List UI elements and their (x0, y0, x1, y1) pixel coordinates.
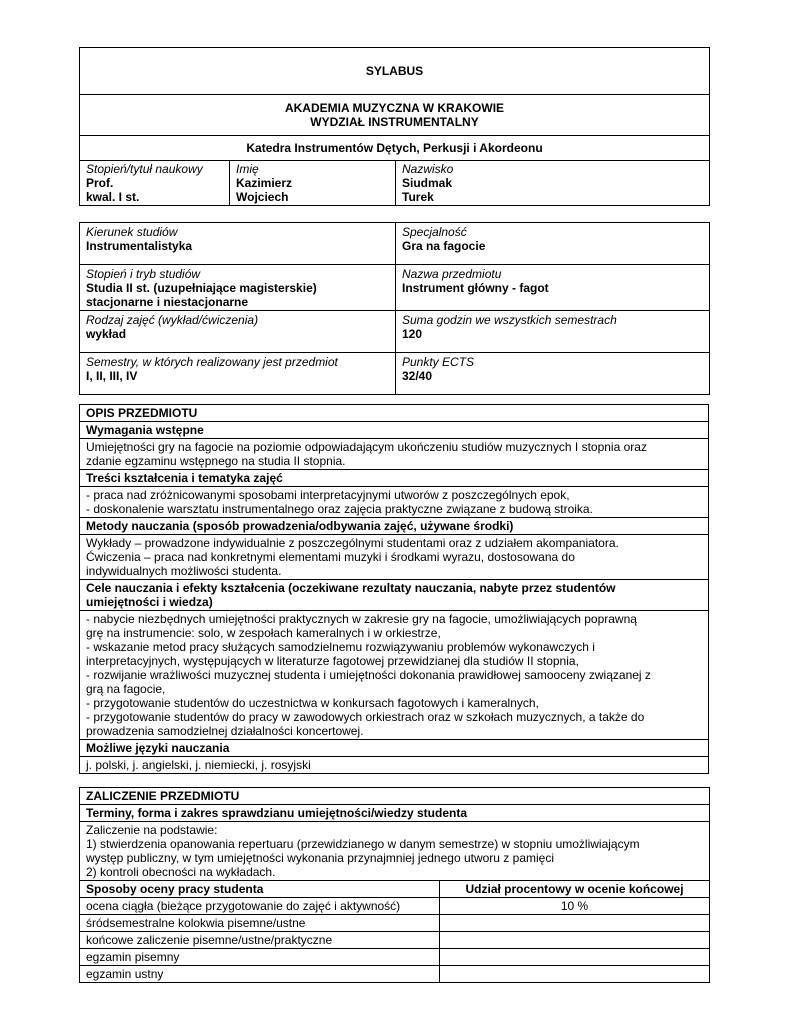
subject-label: Nazwa przedmiotu (402, 267, 502, 281)
ects-value: 32/40 (402, 369, 433, 383)
goals-line: grą na fagocie, (86, 682, 166, 696)
subject-cell (396, 265, 710, 311)
study-level-cell (80, 265, 396, 311)
description-heading: OPIS PRZEDMIOTU (80, 405, 709, 422)
syllabus-title: SYLABUS (80, 48, 710, 95)
assessment-percent (440, 949, 710, 966)
methods-line: Ćwiczenia – praca nad konkretnymi elementami muzyki i środkami wyrazu, dostosowana do (86, 550, 575, 564)
academy-line-1: AKADEMIA MUZYCZNA W KRAKOWIE (284, 101, 505, 115)
type-value: wykład (86, 327, 127, 341)
degree-value-1: Prof. (86, 176, 114, 190)
goals-heading-line: umiejętności i wiedza) (86, 595, 213, 609)
languages-value: j. polski, j. angielski, j. niemiecki, j. rosyjski (80, 757, 709, 774)
level-value-2: stacjonarne i niestacjonarne (86, 295, 249, 309)
level-value-1: Studia II st. (uzupełniające magisterskie) (86, 281, 317, 295)
specialty-cell (396, 223, 710, 265)
methods-line: Wykłady – prowadzone indywidualnie z poszczególnymi studentami oraz z udziałem akompaniatora. (86, 536, 619, 550)
goals-line: - wskazanie metod pracy służących samodzielnemu rozwiązywaniu problemów wykonawczych i (86, 640, 595, 654)
content-line: - praca nad zróżnicowanymi sposobami interpretacyjnymi utworów z poszczególnych epok, (86, 488, 570, 502)
specialty-value: Gra na fagocie (402, 239, 486, 253)
content-line: - doskonalenie warsztatu instrumentalnego oraz zajęcia praktyczne związane z budową stroika. (86, 502, 593, 516)
assessment-percent (440, 932, 710, 949)
surname-value-2: Turek (402, 190, 434, 204)
department-name: Katedra Instrumentów Dętych, Perkusji i Akordeonu (80, 136, 710, 161)
type-label: Rodzaj zajęć (wykład/ćwiczenia) (86, 313, 259, 327)
level-label: Stopień i tryb studiów (86, 267, 201, 281)
field-value: Instrumentalistyka (86, 239, 193, 253)
assessment-row (80, 949, 710, 966)
surname-label: Nazwisko (402, 162, 454, 176)
header-table (79, 47, 710, 206)
hours-cell (396, 311, 710, 353)
goals-line: - nabycie niezbędnych umiejętności praktycznych w zakresie gry na fagocie, umożliwiających poprawną (86, 612, 637, 626)
class-type-cell (80, 311, 396, 353)
prereq-text (80, 439, 709, 470)
hours-value: 120 (402, 327, 423, 341)
course-info-table (79, 222, 710, 395)
semesters-value: I, II, III, IV (86, 369, 138, 383)
degree-label: Stopień/tytuł naukowy (86, 162, 203, 176)
ects-label: Punkty ECTS (402, 355, 475, 369)
goals-line: grę na instrumencie: solo, w zespołach kameralnych i w orkiestrze, (86, 626, 441, 640)
semesters-label: Semestry, w których realizowany jest przedmiot (86, 355, 338, 369)
semesters-cell (80, 353, 396, 395)
goals-text (80, 611, 709, 740)
goals-line: prowadzenia samodzielnej działalności koncertowej. (86, 724, 364, 738)
field-of-study-cell (80, 223, 396, 265)
name-label: Imię (236, 162, 259, 176)
terms-text (80, 822, 710, 881)
terms-line: 2) kontroli obecności na wykładach. (86, 865, 276, 879)
assessment-method: ocena ciągła (bieżące przygotowanie do zajęć i aktywność) (80, 898, 440, 915)
assessment-percent-column-header: Udział procentowy w ocenie końcowej (440, 881, 710, 898)
passing-heading: ZALICZENIE PRZEDMIOTU (80, 788, 710, 805)
assessment-row (80, 915, 710, 932)
methods-text (80, 535, 709, 580)
assessment-method: egzamin ustny (80, 966, 440, 983)
surname-value-1: Siudmak (402, 176, 453, 190)
assessment-percent (440, 966, 710, 983)
goals-line: - przygotowanie studentów do uczestnictwa w konkursach fagotowych i kameralnych, (86, 696, 539, 710)
degree-cell (80, 161, 230, 206)
assessment-method: końcowe zaliczenie pisemne/ustne/praktyczne (80, 932, 440, 949)
hours-label: Suma godzin we wszystkich semestrach (402, 313, 617, 327)
assessment-method: egzamin pisemny (80, 949, 440, 966)
name-value-1: Kazimierz (236, 176, 293, 190)
assessment-percent: 10 % (440, 898, 710, 915)
terms-line: Zaliczenie na podstawie: (86, 823, 218, 837)
methods-line: indywidualnych możliwości studenta. (86, 564, 282, 578)
terms-line: występ publiczny, w tym umiejętności wykonania przynajmniej jednego utworu z pamięci (86, 851, 554, 865)
academy-name (80, 95, 710, 136)
name-cell (230, 161, 396, 206)
goals-line: - rozwijanie wrażliwości muzycznej studenta i umiejętności dokonania prawidłowej samooceny związanej z (86, 668, 651, 682)
terms-heading: Terminy, forma i zakres sprawdzianu umiejętności/wiedzy studenta (80, 805, 710, 822)
name-value-2: Wojciech (236, 190, 289, 204)
course-description-table (79, 404, 709, 774)
content-heading: Treści kształcenia i tematyka zajęć (80, 470, 709, 487)
content-text (80, 487, 709, 518)
degree-value-2: kwal. I st. (86, 190, 140, 204)
ects-cell (396, 353, 710, 395)
subject-value: Instrument główny - fagot (402, 281, 549, 295)
terms-line: 1) stwierdzenia opanowania repertuaru (przewidzianego w danym semestrze) w stopniu umożliwiającym (86, 837, 640, 851)
prereq-heading: Wymagania wstępne (80, 422, 709, 439)
surname-cell (396, 161, 710, 206)
languages-heading: Możliwe języki nauczania (80, 740, 709, 757)
assessment-row (80, 966, 710, 983)
prereq-line: Umiejętności gry na fagocie na poziomie odpowiadającym ukończeniu studiów muzycznych I stopnia oraz (86, 440, 647, 454)
course-passing-table (79, 787, 710, 983)
goals-heading (80, 580, 709, 611)
specialty-label: Specjalność (402, 225, 467, 239)
assessment-row (80, 932, 710, 949)
assessment-methods-column-header: Sposoby oceny pracy studenta (80, 881, 440, 898)
goals-line: - przygotowanie studentów do pracy w zawodowych orkiestrach oraz w szkołach muzycznych, a także do (86, 710, 645, 724)
goals-line: interpretacyjnych, występujących w literaturze fagotowej przewidzianej dla studiów II stopnia, (86, 654, 579, 668)
prereq-line: zdanie egzaminu wstępnego na studia II stopnia. (86, 454, 346, 468)
academy-line-2: WYDZIAŁ INSTRUMENTALNY (310, 115, 479, 129)
assessment-method: śródsemestralne kolokwia pisemne/ustne (80, 915, 440, 932)
assessment-percent (440, 915, 710, 932)
goals-heading-line: Cele nauczania i efekty kształcenia (oczekiwane rezultaty nauczania, nabyte przez studentów (86, 581, 616, 595)
methods-heading: Metody nauczania (sposób prowadzenia/odbywania zajęć, używane środki) (80, 518, 709, 535)
field-label: Kierunek studiów (86, 225, 178, 239)
assessment-row (80, 898, 710, 915)
